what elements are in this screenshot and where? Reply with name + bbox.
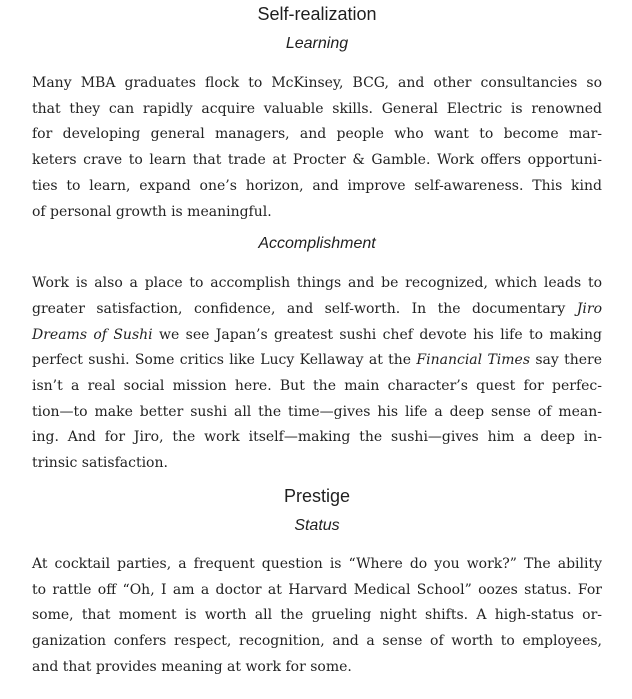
text-line: ing. And for Jiro, the work itself—making the sushi—gives him a deep in- [32, 429, 602, 446]
documentary-title-cont: Dreams of Sushi [32, 326, 153, 343]
text-line: isn’t a real social mission here. But the main character’s quest for perfec- [32, 378, 602, 395]
text-line: that they can rapidly acquire valuable skills. General Electric is renowned [32, 100, 602, 117]
text-run: we see Japan’s greatest sushi chef devote his life to making [152, 326, 602, 343]
text-line: ganization confers respect, recognition, and a sense of worth to employees, [32, 632, 602, 649]
text-line: of personal growth is meaningful. [32, 203, 272, 220]
text-line: for developing general managers, and people who want to become mar- [32, 126, 602, 143]
paragraph-accomplishment [32, 271, 602, 477]
documentary-title: Jiro [576, 300, 602, 317]
text-line [32, 323, 602, 349]
publication-title: Financial Times [416, 352, 531, 369]
subheading-status: Status [294, 516, 340, 534]
text-line: tion—to make better sushi all the time—gives his life a deep sense of mean- [32, 403, 602, 420]
paragraph-status [32, 552, 602, 681]
subheading-accomplishment: Accomplishment [258, 235, 376, 253]
text-line: ties to learn, expand one’s horizon, and improve self-awareness. This kind [32, 177, 602, 194]
text-line: trinsic satisfaction. [32, 455, 168, 472]
text-line: keters crave to learn that trade at Procter & Gamble. Work offers opportuni- [32, 152, 602, 169]
page [32, 0, 602, 680]
text-line [32, 297, 602, 323]
text-run: say there [530, 352, 603, 369]
text-line: Work is also a place to accomplish things and be recognized, which leads to [32, 275, 602, 292]
text-run: perfect sushi. Some critics like Lucy Kellaway at the [32, 352, 417, 369]
text-line [32, 348, 602, 374]
section-heading-prestige: Prestige [283, 485, 351, 506]
text-line: Many MBA graduates flock to McKinsey, BCG, and other consultancies so [32, 75, 602, 91]
section-heading-self-realization: Self-realization [257, 4, 377, 24]
subheading-learning: Learning [285, 35, 349, 52]
paragraph-learning [32, 71, 602, 225]
text-run: greater satisfaction, confidence, and self-worth. In the documentary [32, 300, 577, 317]
text-line: At cocktail parties, a frequent question is “Where do you work?” The ability [32, 555, 602, 572]
text-line: some, that moment is worth all the grueling night shifts. A high-status or- [32, 607, 602, 624]
text-line: and that provides meaning at work for some. [32, 658, 352, 675]
text-line: to rattle off “Oh, I am a doctor at Harvard Medical School” oozes status. For [32, 581, 602, 598]
